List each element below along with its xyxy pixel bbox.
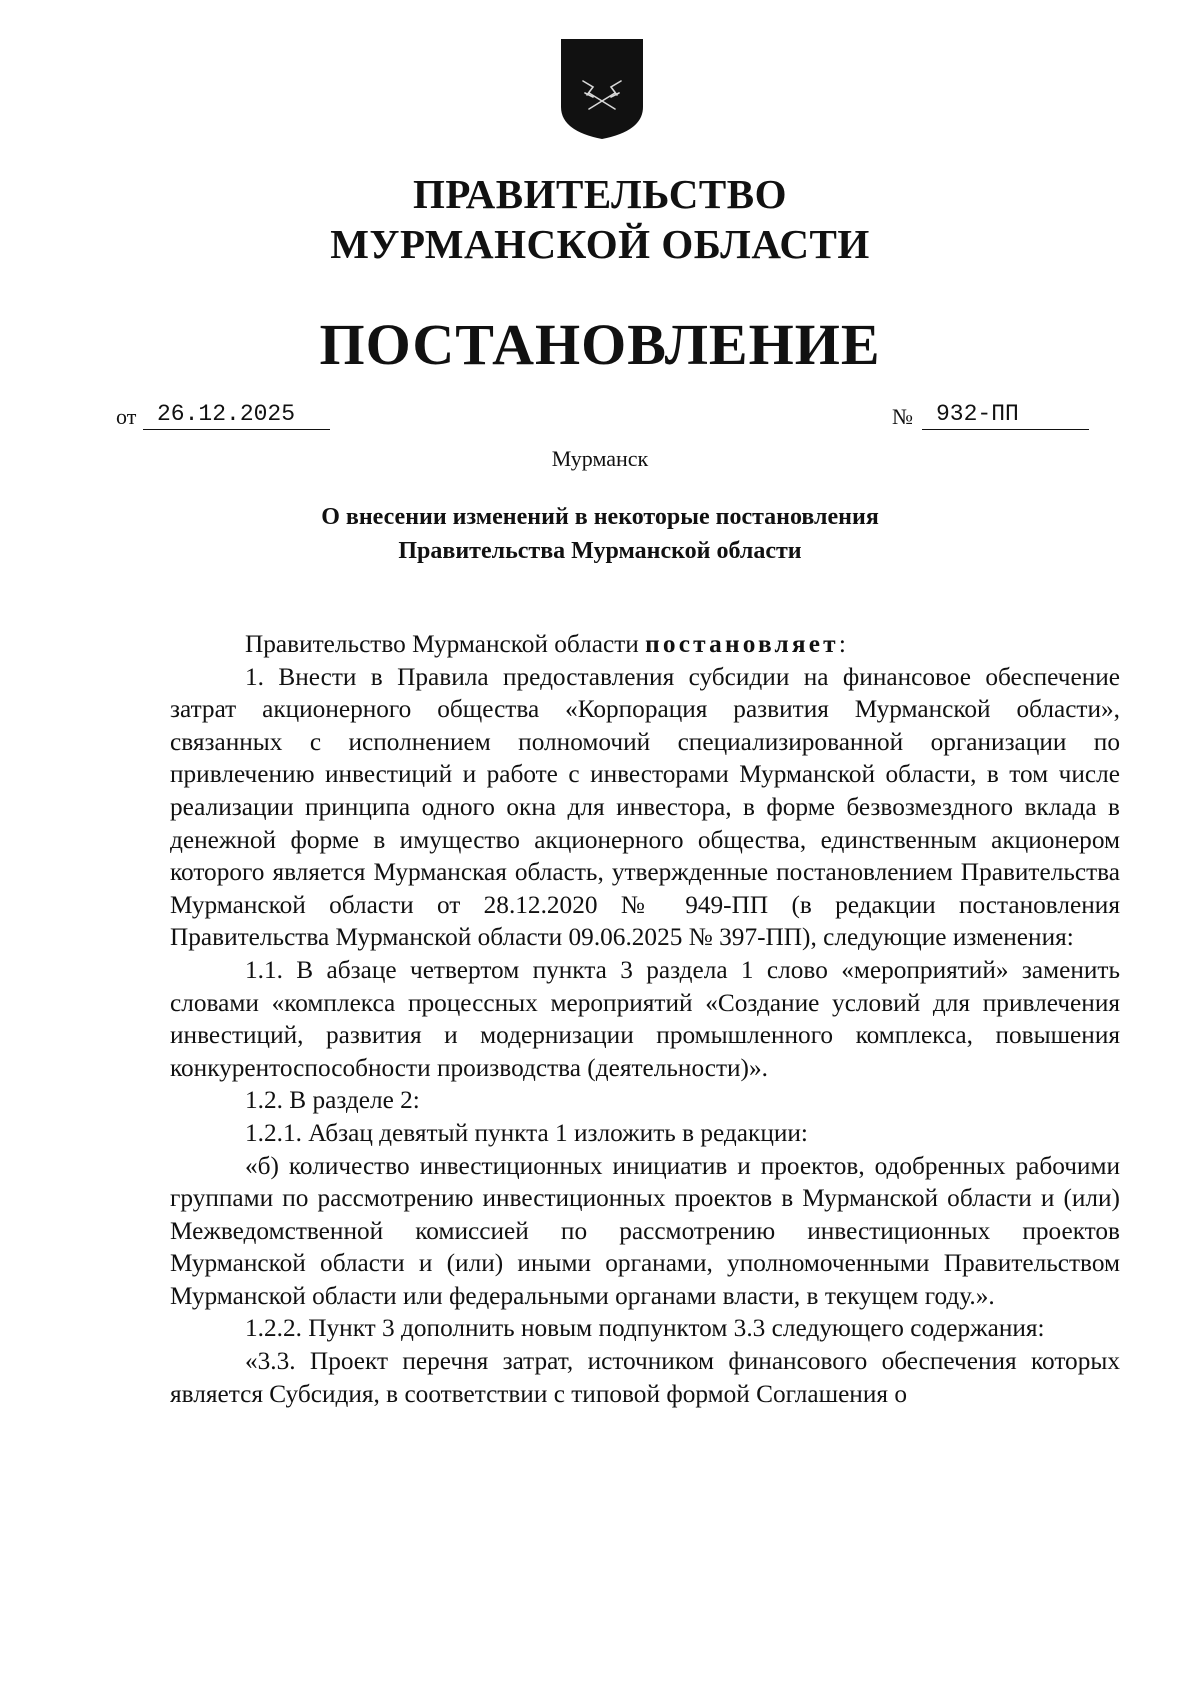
date-value: 26.12.2025	[143, 400, 330, 430]
paragraph-1: 1. Внести в Правила предоставления субсидии на финансовое обеспечение затрат акционерного общества «Корпорация развития Мурманской области», связанных с исполнением полномочий специализированной организации по привлечению инвестиций и работе с инвесторами Мурманской области, в том числе реализации принципа одного окна для инвестора, в форме безвозмездного вклада в денежной форме в имущество акционерного общества, единственным акционером которого является Мурманская область, утвержденные постановлением Правительства Мурманской области от 28.12.2020 № 949-ПП (в редакции постановления Правительства Мурманской области 09.06.2025 № 397-ПП), следующие изменения:	[170, 662, 1120, 952]
document-type-heading: ПОСТАНОВЛЕНИЕ	[319, 312, 881, 377]
intro-keyword: постановляет	[645, 630, 839, 658]
intro-paragraph	[170, 628, 1120, 661]
organization-name-line-2: МУРМАНСКОЙ ОБЛАСТИ	[330, 221, 870, 267]
title-line-2: Правительства Мурманской области	[398, 538, 802, 564]
intro-prefix: Правительство Мурманской области	[245, 630, 646, 658]
paragraph-1-1: 1.1. В абзаце четвертом пункта 3 раздела 1 слово «мероприятий» заменить словами «комплекса процессных мероприятий «Создание условий для привлечения инвестиций, развития и модернизации промышленного комплекса, повышения конкурентоспособности производства (деятельности)».	[170, 955, 1120, 1082]
date-number-row	[0, 400, 1200, 440]
intro-suffix: :	[838, 630, 846, 658]
title-line-1: О внесении изменений в некоторые постановления	[321, 504, 879, 530]
paragraph-1-2-1: 1.2.1. Абзац девятый пункта 1 изложить в редакции:	[245, 1118, 808, 1147]
paragraph-1-2-1-b: «б) количество инвестиционных инициатив и проектов, одобренных рабочими группами по рассмотрению инвестиционных проектов в Мурманской области и (или) Межведомственной комиссией по рассмотрению инвестиционных проектов Мурманской области и (или) иными органами, уполномоченными Правительством Мурманской области или федеральными органами власти, в текущем году.».	[170, 1151, 1120, 1310]
document-body	[170, 628, 1120, 1410]
paragraph-3-3: «3.3. Проект перечня затрат, источником финансового обеспечения которых является Субсидия, в соответствии с типовой формой Соглашения о	[170, 1347, 1120, 1408]
date-label: от	[116, 404, 137, 429]
document-title	[0, 500, 1200, 568]
paragraph-1-2-2: 1.2.2. Пункт 3 дополнить новым подпунктом 3.3 следующего содержания:	[245, 1314, 1045, 1343]
number-label: №	[892, 404, 913, 429]
organization-name-line-1: ПРАВИТЕЛЬСТВО	[412, 171, 788, 217]
coat-of-arms-emblem	[559, 37, 645, 141]
document-number: 932-ПП	[922, 400, 1089, 430]
city-name: Мурманск	[551, 446, 649, 471]
paragraph-1-2: 1.2. В разделе 2:	[245, 1086, 420, 1115]
